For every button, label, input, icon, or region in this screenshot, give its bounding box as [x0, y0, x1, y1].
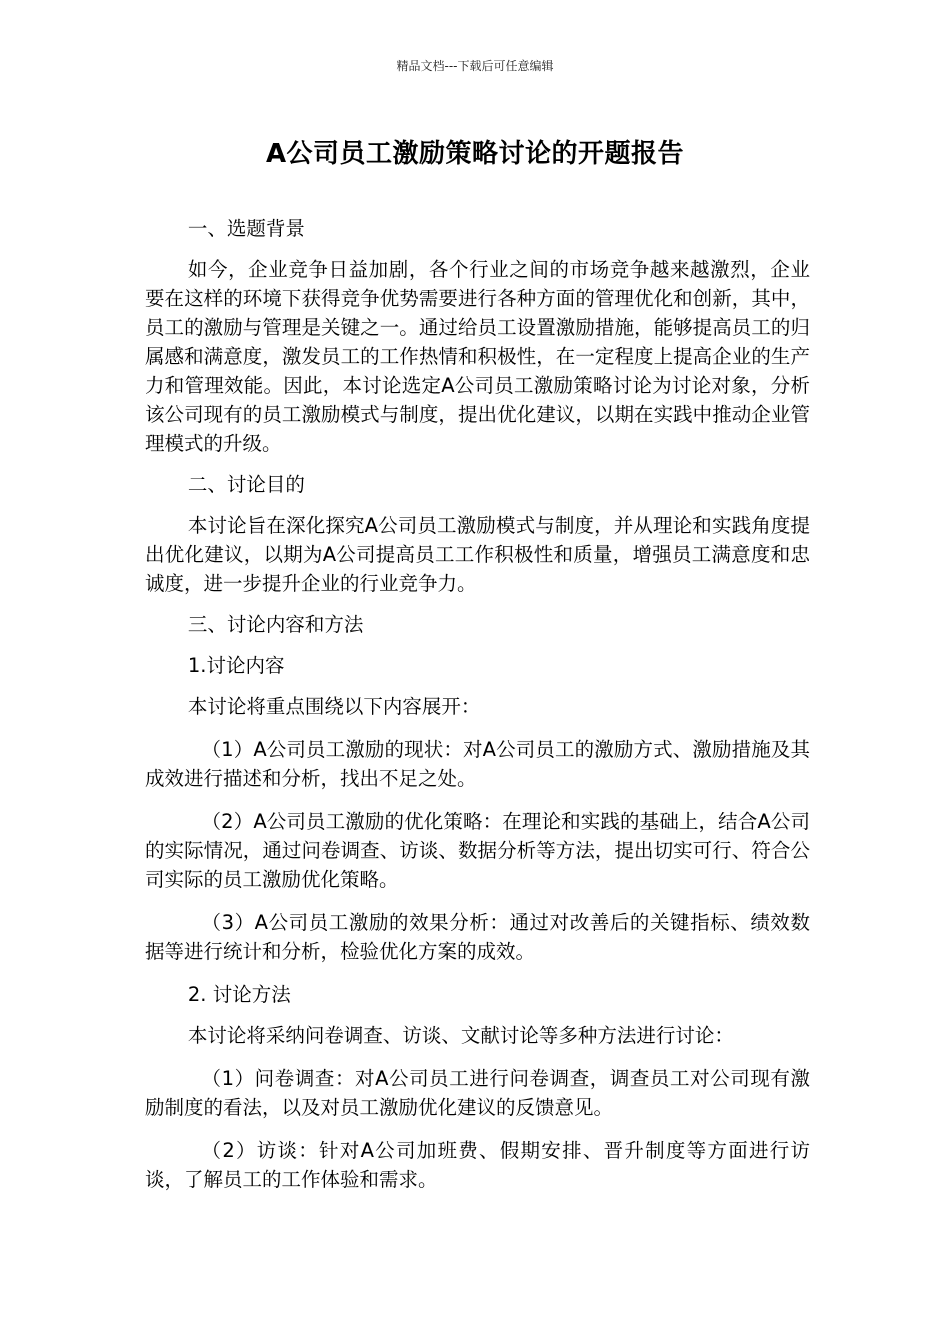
section-heading-purpose: 二、讨论目的 — [187, 473, 305, 496]
paragraph-background: 如今，企业竞争日益加剧，各个行业之间的市场竞争越来越激烈，企业要在这样的环境下获得竞争优势需要进行各种方面的管理优化和创新，其中，员工的激励与管理是关键之一。通过给员工设置激励措施，能够提高员工的归属感和满意度，激发员工的工作热情和积极性，在一定程度上提高企业的生产力和管理效能。因此，本讨论选定A公司员工激励策略讨论为讨论对象，分析该公司现有的员工激励模式与制度，提出优化建议，以期在实践中推动企业管理模式的升级。 — [145, 258, 810, 455]
list-item-interview: （2）访谈：针对A公司加班费、假期安排、晋升制度等方面进行访谈，了解员工的工作体验和需求。 — [145, 1139, 810, 1191]
document-body — [145, 214, 810, 1194]
list-item-effect: （3）A公司员工激励的效果分析：通过对改善后的关键指标、绩效数据等进行统计和分析，检验优化方案的成效。 — [145, 911, 810, 963]
paragraph-content-intro: 本讨论将重点围绕以下内容展开： — [187, 695, 481, 718]
list-item-questionnaire: （1）问卷调查：对A公司员工进行问卷调查，调查员工对公司现有激励制度的看法，以及对员工激励优化建议的反馈意见。 — [145, 1067, 810, 1119]
paragraph-method-intro: 本讨论将采纳问卷调查、访谈、文献讨论等多种方法进行讨论： — [187, 1024, 734, 1047]
list-item-status: （1）A公司员工激励的现状：对A公司员工的激励方式、激励措施及其成效进行描述和分析，找出不足之处。 — [145, 738, 810, 790]
list-item-strategy: （2）A公司员工激励的优化策略：在理论和实践的基础上，结合A公司的实际情况，通过问卷调查、访谈、数据分析等方法，提出切实可行、符合公司实际的员工激励优化策略。 — [145, 810, 810, 891]
document-title: A公司员工激励策略讨论的开题报告 — [265, 139, 685, 169]
subheading-method: 2. 讨论方法 — [187, 983, 291, 1006]
section-heading-content-method: 三、讨论内容和方法 — [187, 613, 364, 636]
section-heading-background: 一、选题背景 — [187, 217, 305, 240]
subheading-content: 1.讨论内容 — [187, 654, 285, 677]
paragraph-purpose: 本讨论旨在深化探究A公司员工激励模式与制度，并从理论和实践角度提出优化建议，以期为A公司提高员工工作积极性和质量，增强员工满意度和忠诚度，进一步提升企业的行业竞争力。 — [145, 514, 810, 595]
header-note: 精品文档---下载后可任意编辑 — [396, 59, 554, 73]
